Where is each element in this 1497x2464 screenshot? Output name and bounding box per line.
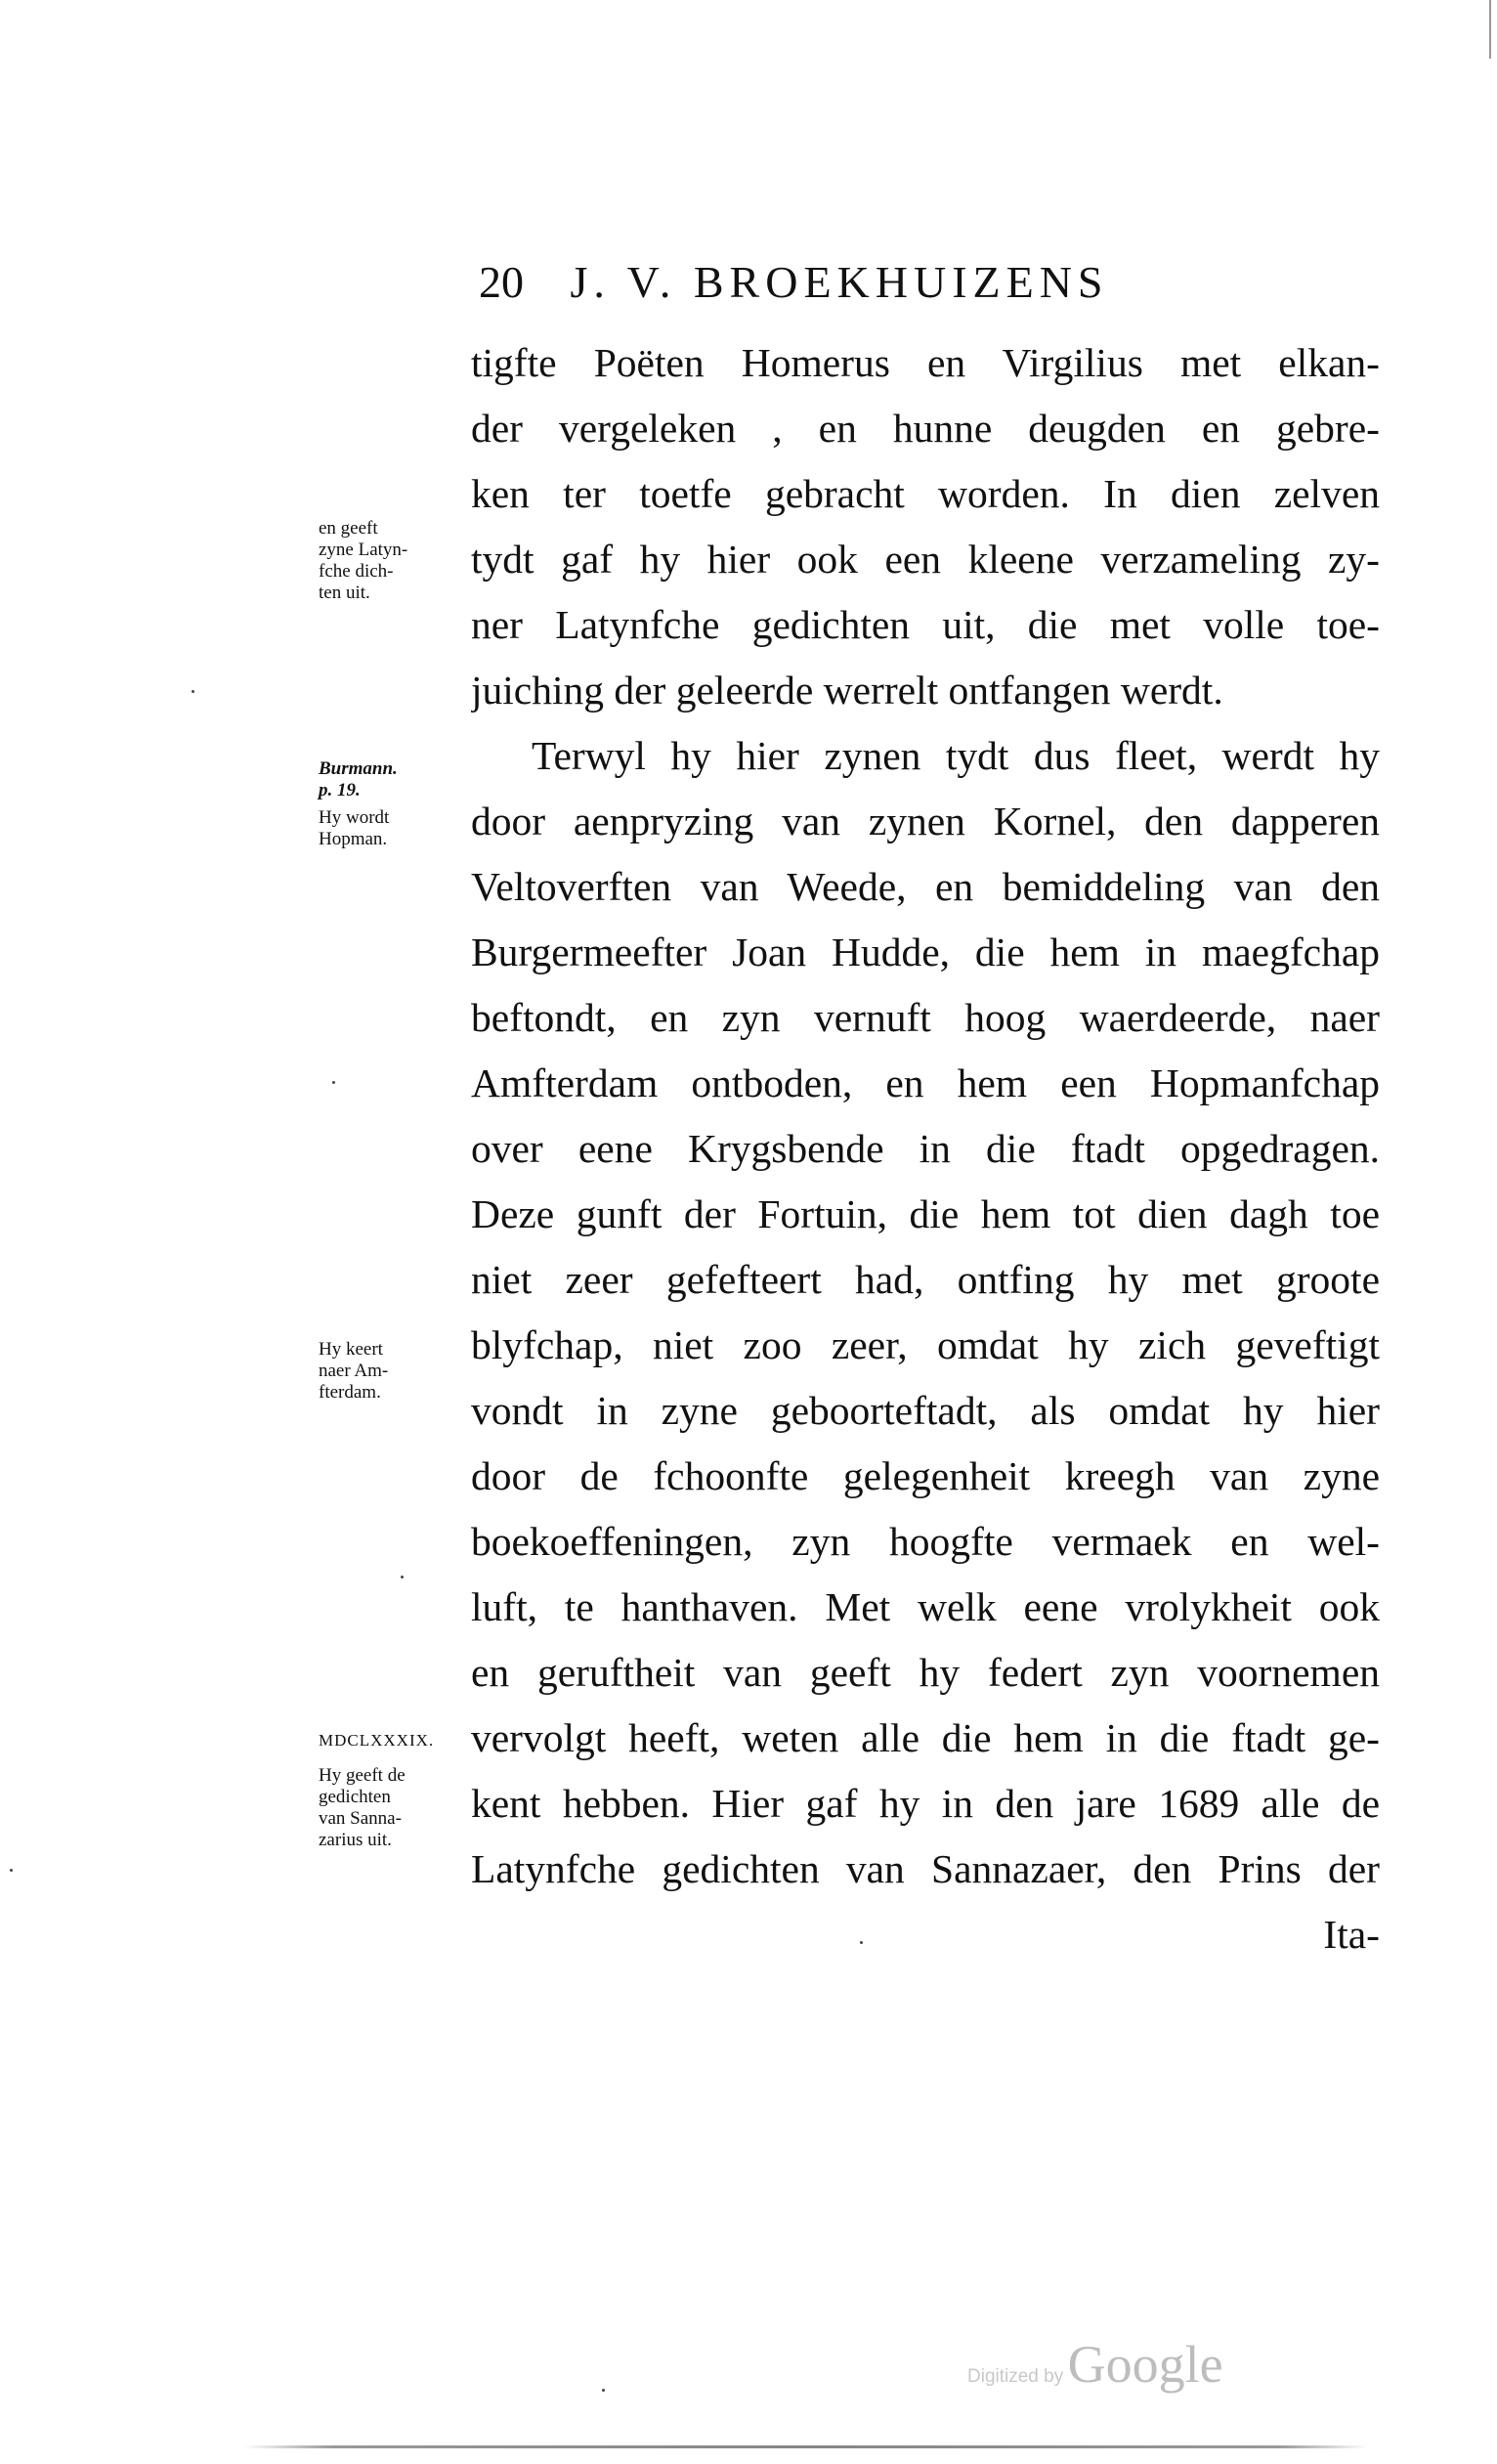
margin-note-line: Hy geeft de: [319, 1765, 406, 1786]
margin-note-line: fche dich-: [319, 561, 394, 582]
text-line: beftondt, en zyn vernuft hoog waerdeerde, naer: [471, 995, 1380, 1040]
scan-speck: [332, 1081, 335, 1084]
margin-note-line: MDCLXXXIX.: [319, 1731, 435, 1750]
text-line: Terwyl hy hier zynen tydt dus fleet, werdt hy: [532, 733, 1380, 778]
scan-speck: [192, 690, 194, 693]
scan-speck: [10, 1869, 13, 1872]
right-scan-edge: [1489, 0, 1491, 59]
text-line: der vergeleken , en hunne deugden en gebre-: [471, 406, 1380, 451]
text-line: tigfte Poëten Homerus en Virgilius met elkan-: [471, 340, 1380, 385]
margin-note-sannazaro: [319, 1765, 465, 1851]
margin-note-captain: [319, 807, 465, 850]
text-line: vervolgt heeft, weten alle die hem in die ftadt ge-: [471, 1715, 1380, 1760]
margin-note-line: zarius uit.: [319, 1830, 392, 1850]
text-line: ner Latynfche gedichten uit, die met volle toe-: [471, 602, 1380, 647]
margin-note-year: [319, 1730, 465, 1751]
page-number: 20: [479, 257, 524, 307]
watermark-prefix: Digitized by: [967, 2366, 1064, 2387]
text-line: kent hebben. Hier gaf hy in den jare 1689 alle de: [471, 1781, 1380, 1826]
text-line: blyfchap, niet zoo zeer, omdat hy zich geveftigt: [471, 1322, 1380, 1367]
body-text: [471, 330, 1380, 1967]
text-line: luft, te hanthaven. Met welk eene vrolykheit ook: [471, 1584, 1380, 1629]
text-line: vondt in zyne geboorteftadt, als omdat hy hier: [471, 1388, 1380, 1433]
margin-note-line: p. 19.: [319, 780, 361, 800]
catchword: Ita-: [1323, 1912, 1380, 1957]
margin-note-line: Hy wordt: [319, 807, 390, 828]
google-logo: Google: [1067, 2335, 1223, 2394]
margin-note-line: Hy keert: [319, 1339, 383, 1360]
margin-note-line: zyne Latyn-: [319, 540, 408, 560]
margin-note-burmann: [319, 758, 465, 801]
text-line: door de fchoonfte gelegenheit kreegh van zyne: [471, 1453, 1380, 1498]
margin-note-line: gedichten: [319, 1787, 391, 1807]
running-header: [479, 256, 1388, 315]
text-line: Deze gunft der Fortuin, die hem tot dien dagh toe: [471, 1191, 1380, 1236]
text-line: niet zeer gefefteert had, ontfing hy met groote: [471, 1257, 1380, 1302]
margin-note-latin-poems: [319, 518, 465, 604]
scan-speck: [860, 1941, 863, 1944]
text-line: Latynfche gedichten van Sannazaer, den Prins der: [471, 1846, 1380, 1891]
bottom-scan-edge: [244, 2445, 1368, 2448]
text-line: juiching der geleerde werrelt ontfangen werdt.: [471, 668, 1223, 713]
margin-note-returns: [319, 1339, 465, 1404]
margin-note-line: en geeft: [319, 518, 378, 539]
margin-note-line: ten uit.: [319, 583, 370, 603]
text-line: en geruftheit van geeft hy federt zyn voornemen: [471, 1650, 1380, 1695]
text-line: Burgermeefter Joan Hudde, die hem in maegfchap: [471, 929, 1380, 974]
margin-note-line: Hopman.: [319, 829, 388, 849]
text-line: boekoeffeningen, zyn hoogfte vermaek en wel-: [471, 1519, 1380, 1564]
text-line: tydt gaf hy hier ook een kleene verzameling zy-: [471, 537, 1380, 582]
margin-note-line: naer Am-: [319, 1361, 389, 1381]
running-title: J. V. BROEKHUIZENS: [570, 257, 1109, 307]
digitized-watermark: [967, 2334, 1223, 2395]
scan-speck: [602, 2389, 605, 2392]
margin-note-line: fterdam.: [319, 1382, 381, 1403]
text-line: ken ter toetfe gebracht worden. In dien zelven: [471, 471, 1380, 516]
margin-note-line: Burmann.: [319, 758, 398, 779]
text-line: Veltoverften van Weede, en bemiddeling van den: [471, 864, 1380, 909]
margin-note-line: van Sanna-: [319, 1808, 402, 1829]
text-line: Amfterdam ontboden, en hem een Hopmanfchap: [471, 1060, 1380, 1105]
text-line: door aenpryzing van zynen Kornel, den dapperen: [471, 799, 1380, 843]
text-line: over eene Krygsbende in die ftadt opgedragen.: [471, 1126, 1380, 1171]
scan-speck: [401, 1576, 404, 1578]
